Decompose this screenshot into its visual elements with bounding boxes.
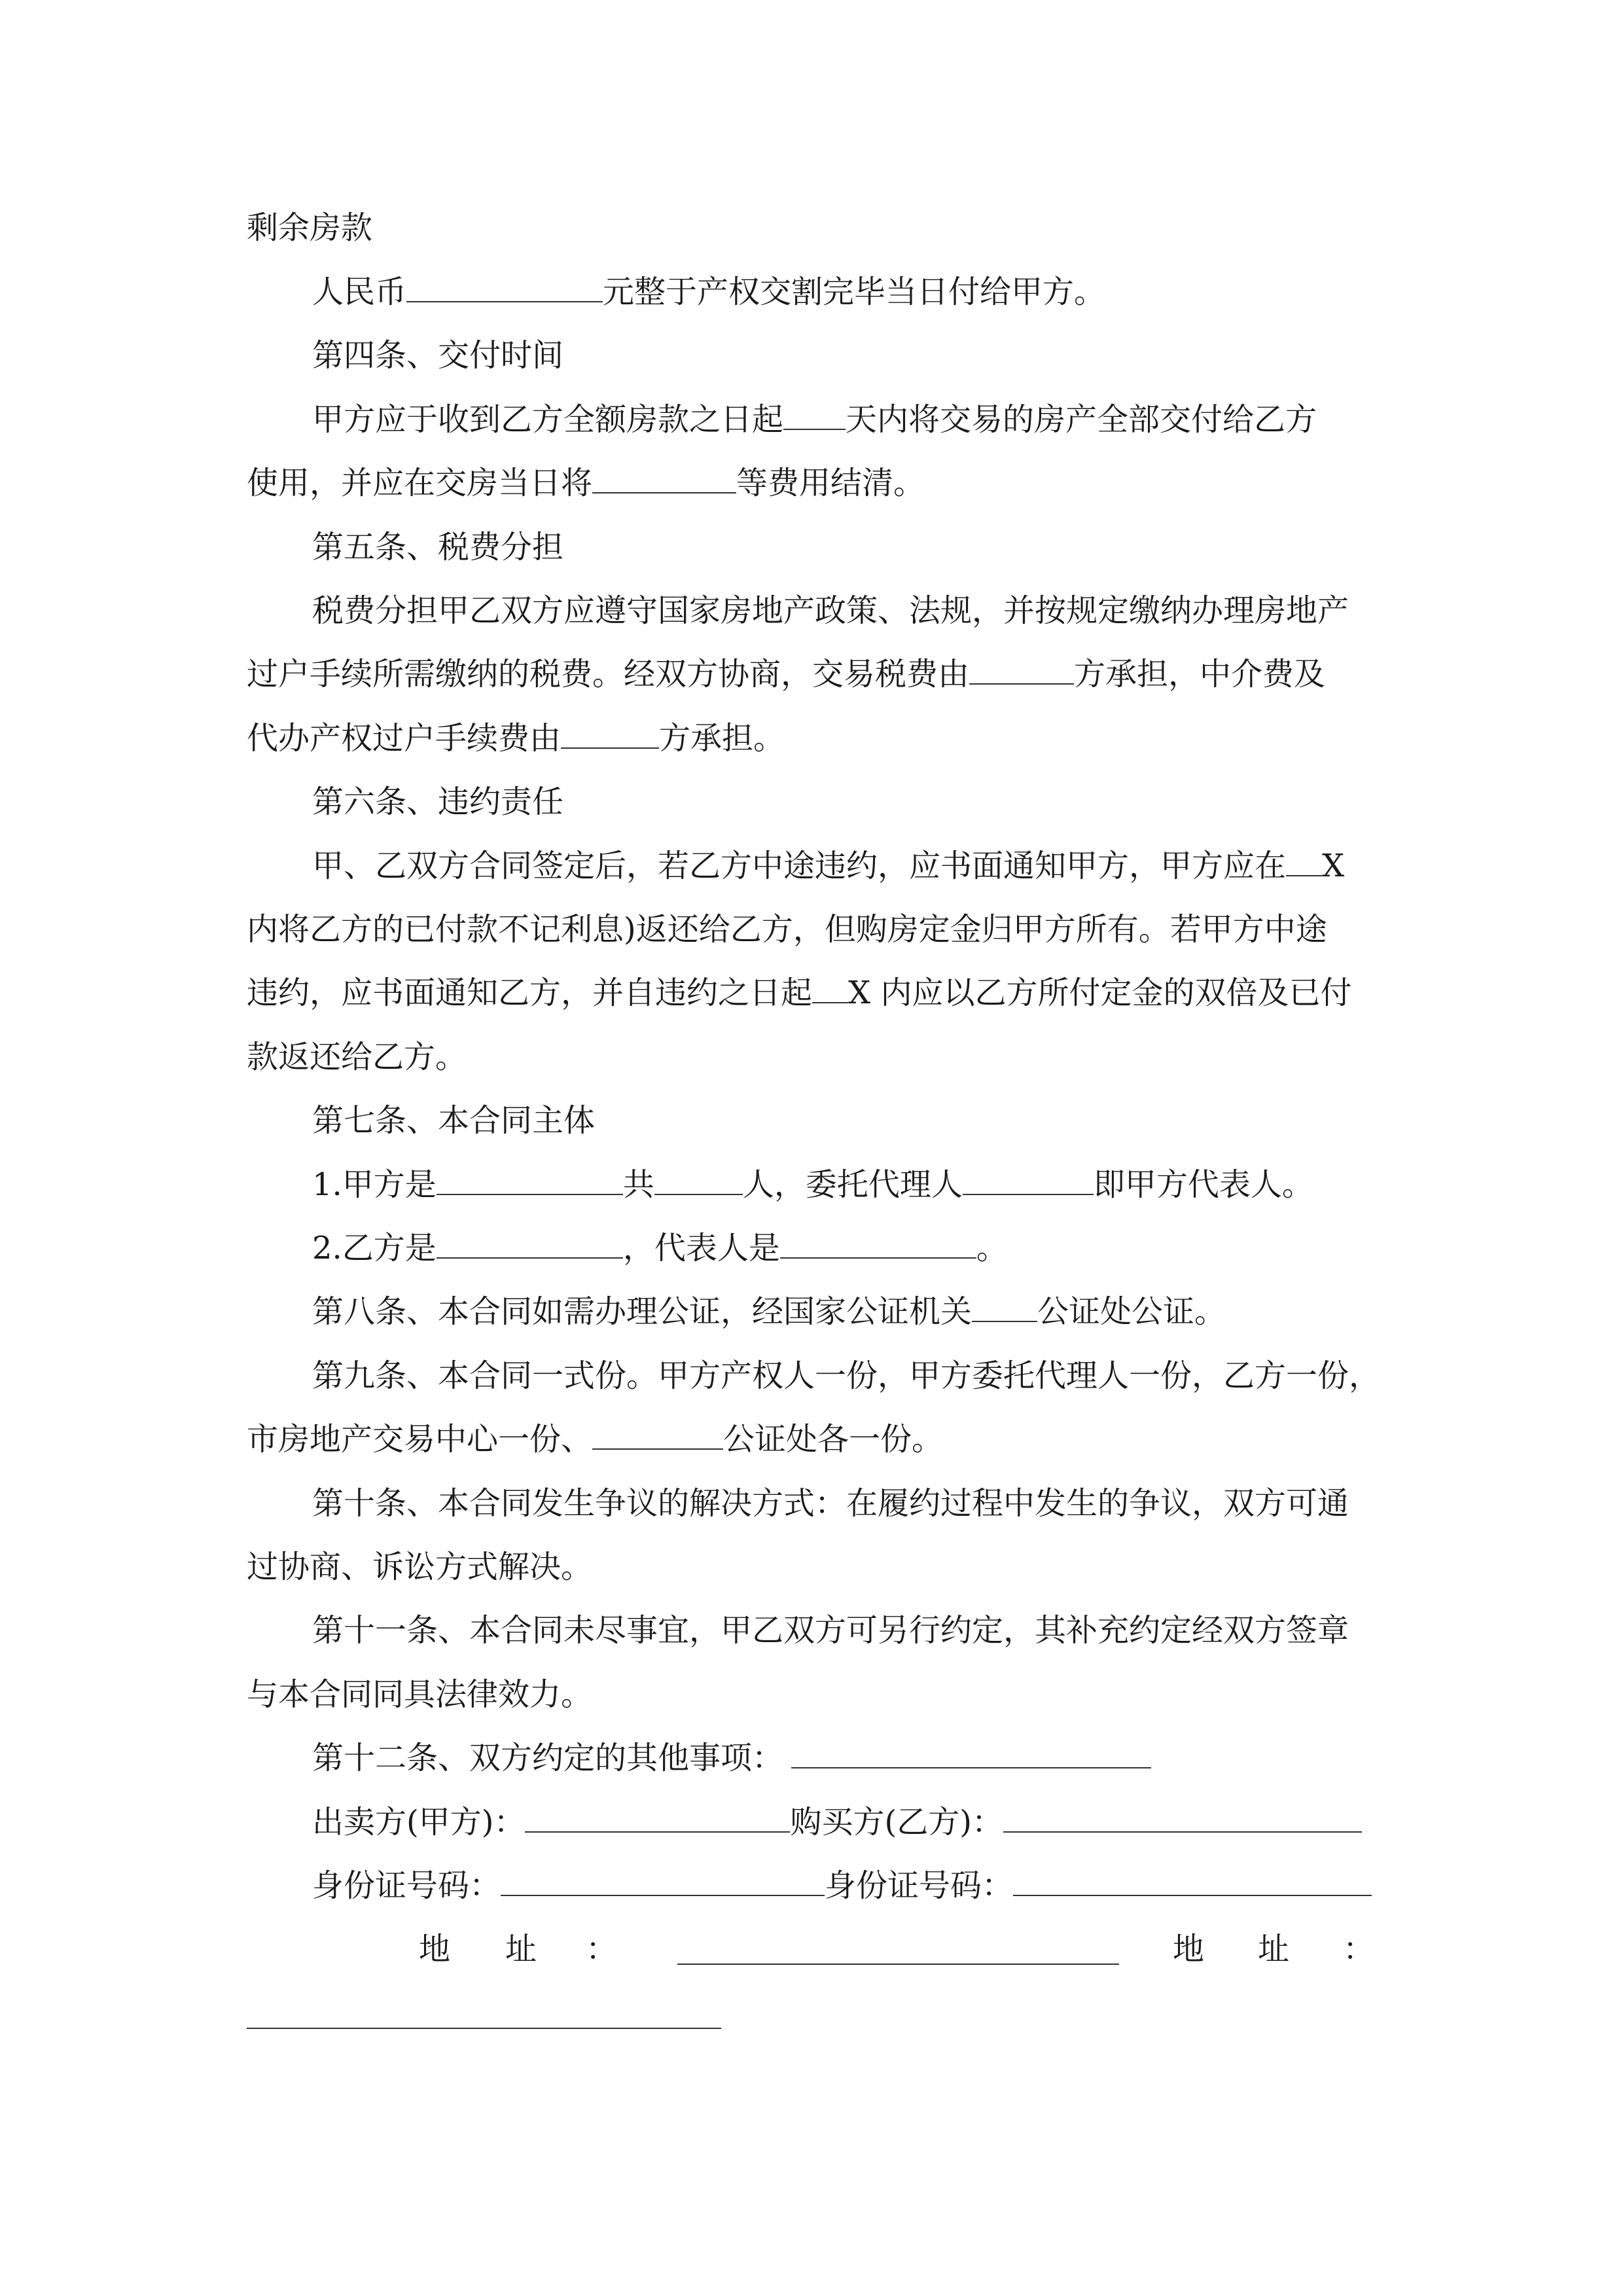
seller-address-label-3: ：	[586, 1931, 618, 1967]
text: 第十二条、双方约定的其他事项：	[312, 1740, 784, 1776]
notary-office-blank	[592, 1418, 723, 1450]
seller-blank	[525, 1801, 790, 1833]
article-11-line2	[247, 1674, 1379, 1715]
article-6-body-line4	[247, 1036, 1379, 1078]
buyer-label: 购买方(乙方)：	[790, 1804, 1003, 1840]
text: 2.乙方是	[312, 1230, 437, 1266]
buyer-address-blank	[247, 2028, 721, 2029]
article-7-item-2	[312, 1227, 1444, 1269]
article-9-line2	[247, 1418, 1379, 1460]
article-8	[312, 1291, 1444, 1333]
text: 税费分担甲乙双方应遵守国家房地产政策、法规，并按规定缴纳办理房地产	[312, 592, 1349, 629]
buyer-id-label: 身份证号码：	[825, 1867, 1014, 1904]
article-5-body-line3	[247, 717, 1379, 759]
text: 公证处各一份。	[723, 1421, 944, 1458]
article-10-line2	[247, 1546, 1379, 1588]
text: 第四条、交付时间	[312, 337, 564, 374]
article-4-body-line2	[247, 462, 1379, 504]
text: 元整于产权交割完毕当日付给甲方。	[603, 274, 1106, 310]
tax-party-blank	[969, 653, 1074, 685]
other-matters-blank	[791, 1737, 1151, 1768]
agent-blank	[963, 1164, 1094, 1195]
party-b-blank	[437, 1227, 623, 1259]
text: 甲、乙双方合同签定后，若乙方中途违约，应书面通知甲方，甲方应在	[312, 848, 1287, 884]
fee-party-blank	[561, 717, 659, 749]
text: X	[1322, 848, 1345, 884]
text: 市房地产交易中心一份、	[247, 1421, 593, 1458]
party-a-blank	[437, 1164, 623, 1195]
text: 即甲方代表人。	[1093, 1166, 1313, 1203]
text: 。	[976, 1230, 1008, 1266]
article-6-body-line2	[247, 908, 1379, 950]
paragraph-remaining-payment-heading	[247, 207, 1379, 249]
seller-address-blank	[677, 1933, 1119, 1965]
text: 第六条、违约责任	[312, 783, 564, 820]
text: 甲方应于收到乙方全额房款之日起	[312, 401, 784, 438]
text: 与本合同同具法律效力。	[247, 1676, 593, 1713]
text: 公证处公证。	[1037, 1293, 1226, 1330]
text: 第五条、税费分担	[312, 529, 564, 565]
buyer-address-label-1: 地	[1173, 1931, 1205, 1967]
text: 人，委托代理人	[742, 1166, 963, 1203]
text: 第九条、本合同一式份。甲方产权人一份，甲方委托代理人一份，乙方一份，	[312, 1357, 1381, 1394]
seller-label: 出卖方(甲方)：	[312, 1804, 526, 1840]
text: X 内应以乙方所付定金的双倍及已付	[848, 975, 1352, 1011]
refund-days-blank-2	[812, 972, 848, 1003]
text: 等费用结清。	[736, 465, 925, 501]
text: 违约，应书面通知乙方，并自违约之日起	[247, 975, 813, 1011]
article-6-body-line1	[312, 845, 1444, 887]
text: 代办产权过户手续费由	[247, 720, 562, 757]
article-5-body-line2	[247, 653, 1379, 695]
article-7-heading	[312, 1100, 1444, 1141]
text: 方承担，中介费及	[1074, 656, 1326, 692]
text: ，代表人是	[622, 1230, 780, 1266]
buyer-address-label-3: ：	[1343, 1931, 1375, 1967]
article-7-item-1	[312, 1164, 1444, 1206]
article-4-heading	[312, 334, 1444, 376]
text: 内将乙方的已付款不记利息)返还给乙方，但购房定金归甲方所有。若甲方中途	[247, 911, 1327, 948]
article-12	[312, 1737, 1444, 1779]
paragraph-rmb-amount	[312, 271, 1444, 313]
text: 过协商、诉讼方式解决。	[247, 1549, 593, 1585]
article-10-line1	[312, 1482, 1444, 1524]
text: 人民币	[312, 274, 407, 310]
id-number-row	[312, 1865, 1444, 1907]
text: 共	[622, 1166, 654, 1203]
seller-id-label: 身份证号码：	[312, 1867, 501, 1904]
text: 方承担。	[659, 720, 785, 757]
article-6-body-line3	[247, 972, 1379, 1014]
article-4-body-line1	[312, 399, 1444, 440]
fees-blank	[592, 462, 736, 493]
article-5-body-line1	[312, 590, 1444, 632]
refund-days-blank	[1286, 845, 1322, 876]
article-9-line1	[312, 1355, 1444, 1397]
text: 过户手续所需缴纳的税费。经双方协商，交易税费由	[247, 656, 970, 692]
days-blank	[783, 399, 846, 430]
text: 第十条、本合同发生争议的解决方式：在履约过程中发生的争议，双方可通	[312, 1485, 1349, 1522]
address-row	[247, 1928, 1379, 1970]
seller-address-label-1: 地	[419, 1931, 451, 1967]
seller-id-blank	[501, 1865, 825, 1896]
buyer-blank	[1003, 1801, 1362, 1833]
signature-parties-row	[312, 1801, 1444, 1843]
representative-blank	[780, 1227, 976, 1259]
text: 款返还给乙方。	[247, 1039, 467, 1075]
text: 剩余房款	[247, 209, 373, 246]
count-blank	[654, 1164, 743, 1195]
text: 1.甲方是	[312, 1166, 437, 1203]
text: 第七条、本合同主体	[312, 1102, 596, 1139]
seller-address-label-2: 址	[505, 1931, 537, 1967]
text: 天内将交易的房产全部交付给乙方	[846, 401, 1317, 438]
article-11-line1	[312, 1609, 1444, 1651]
buyer-address-label-2: 址	[1258, 1931, 1290, 1967]
text: 第十一条、本合同未尽事宜，甲乙双方可另行约定，其补充约定经双方签章	[312, 1612, 1349, 1649]
article-5-heading	[312, 526, 1444, 568]
text: 使用，并应在交房当日将	[247, 465, 593, 501]
article-6-heading	[312, 781, 1444, 823]
text: 第八条、本合同如需办理公证，经国家公证机关	[312, 1293, 972, 1330]
amount-blank	[406, 271, 603, 302]
buyer-id-blank	[1013, 1865, 1372, 1896]
notary-blank	[972, 1291, 1037, 1322]
